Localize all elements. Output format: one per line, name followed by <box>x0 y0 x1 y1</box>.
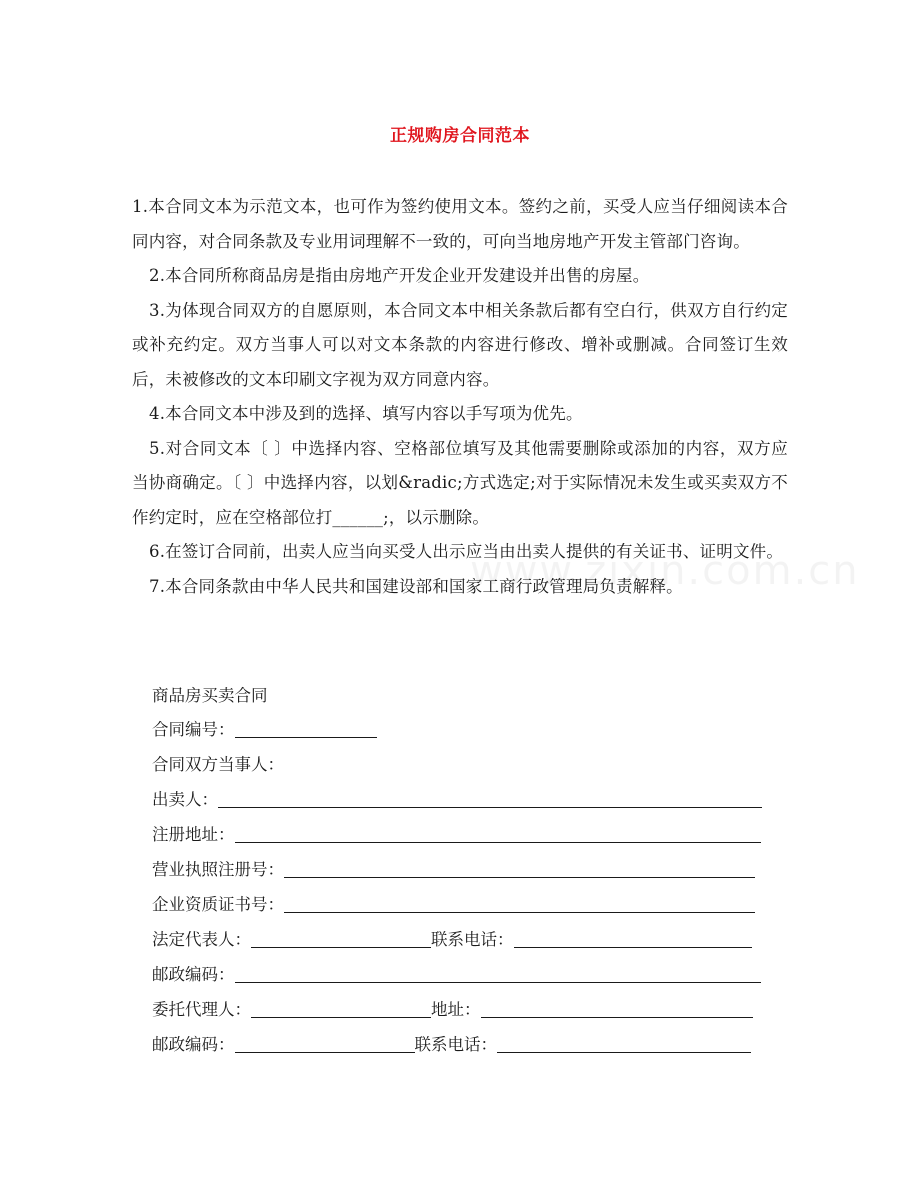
postcode-blank[interactable] <box>235 966 761 983</box>
legal-rep-row <box>152 930 752 950</box>
postcode2-blank[interactable] <box>235 1036 415 1053</box>
phone2-blank[interactable] <box>497 1036 751 1053</box>
document-title: 正规购房合同范本 <box>390 126 530 146</box>
license-label: 营业执照注册号： <box>152 860 284 879</box>
qualification-blank[interactable] <box>284 896 755 913</box>
legal-rep-label: 法定代表人： <box>152 930 251 949</box>
seller-row <box>152 790 762 810</box>
license-blank[interactable] <box>284 861 755 878</box>
license-row <box>152 860 755 880</box>
contract-no-blank[interactable] <box>235 721 377 738</box>
postcode-label: 邮政编码： <box>152 965 235 984</box>
qualification-label: 企业资质证书号： <box>152 895 284 914</box>
postcode2-row <box>152 1035 751 1055</box>
contract-title-line <box>152 686 268 706</box>
phone-blank[interactable] <box>514 931 752 948</box>
instruction-paragraph-3: 3.为体现合同双方的自愿原则，本合同文本中相关条款后都有空白行，供双方自行约定或补充约定。双方当事人可以对文本条款的内容进行修改、增补或删减。合同签订生效后，未被修改的文本印刷文字视为双方同意内容。 <box>132 300 788 389</box>
parties-label: 合同双方当事人： <box>152 755 284 774</box>
postcode2-label: 邮政编码： <box>152 1035 235 1054</box>
phone2-label: 联系电话： <box>414 1035 497 1054</box>
instruction-paragraph-7: 7.本合同条款由中华人民共和国建设部和国家工商行政管理局负责解释。 <box>149 576 683 596</box>
instructions-body <box>132 190 788 604</box>
phone-label: 联系电话： <box>431 930 514 949</box>
instruction-paragraph-4: 4.本合同文本中涉及到的选择、填写内容以手写项为优先。 <box>149 404 583 423</box>
reg-address-row <box>152 825 761 845</box>
instruction-paragraph-1: 1.本合同文本为示范文本，也可作为签约使用文本。签约之前，买受人应当仔细阅读本合同内容，对合同条款及专业用词理解不一致的，可向当地房地产开发主管部门咨询。 <box>132 197 788 251</box>
parties-row <box>152 755 284 775</box>
contract-no-label: 合同编号： <box>152 720 235 739</box>
seller-blank[interactable] <box>218 791 762 808</box>
qualification-row <box>152 895 755 915</box>
instruction-paragraph-5: 5.对合同文本〔 〕中选择内容、空格部位填写及其他需要删除或添加的内容，双方应当协商确定。〔 〕中选择内容，以划&radic;方式选定;对于实际情况未发生或买卖双方不作约定时，应在空格部位打______;，以示删除。 <box>132 438 788 527</box>
agent-blank[interactable] <box>251 1001 431 1018</box>
instruction-paragraph-6: 6.在签订合同前，出卖人应当向买受人出示应当由出卖人提供的有关证书、证明文件。 <box>149 542 784 561</box>
agent-row <box>152 1000 753 1020</box>
agent-label: 委托代理人： <box>152 1000 251 1019</box>
address-label: 地址： <box>431 1000 481 1019</box>
contract-title: 商品房买卖合同 <box>152 686 268 705</box>
postcode-row <box>152 965 761 985</box>
instruction-paragraph-2: 2.本合同所称商品房是指由房地产开发企业开发建设并出售的房屋。 <box>149 266 650 285</box>
address-blank[interactable] <box>481 1001 753 1018</box>
reg-address-blank[interactable] <box>235 826 761 843</box>
contract-no-row <box>152 720 377 740</box>
reg-address-label: 注册地址： <box>152 825 235 844</box>
watermark-text <box>470 548 860 594</box>
seller-label: 出卖人： <box>152 790 218 809</box>
legal-rep-blank[interactable] <box>251 931 431 948</box>
